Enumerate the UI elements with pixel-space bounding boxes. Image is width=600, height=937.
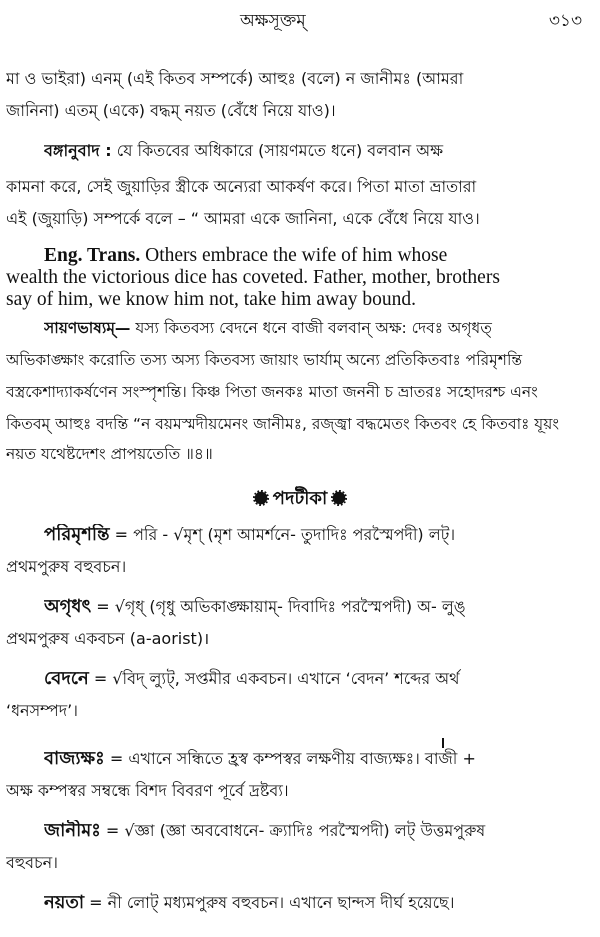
note-term: বাজ্যক্ষঃ <box>44 748 105 769</box>
accent-mark <box>442 738 444 748</box>
text-line: এই (জুয়াড়ি) সম্পর্কে বলে – “ আমরা একে জানিনা, একে বেঁধে নিয়ে যাও। <box>6 209 480 228</box>
sayana-label: সায়ণভাষ্যম্— <box>44 319 131 337</box>
english-translation-text: Others embrace the wife of him whose <box>140 245 448 266</box>
text-line: কামনা করে, সেই জুয়াড়ির স্ত্রীকে অন্যেরা আকর্ষণ করে। পিতা মাতা ভ্রাতারা <box>6 177 477 196</box>
page-number: ৩১৩ <box>548 11 582 31</box>
flower-ornament-icon <box>331 490 347 506</box>
english-translation-line <box>44 244 594 267</box>
page-header <box>0 6 600 36</box>
note-line <box>44 596 594 618</box>
english-text-line: wealth the victorious dice has coveted. Father, mother, brothers <box>6 267 500 288</box>
english-text-line: say of him, we know him not, take him away bound. <box>6 289 416 310</box>
flower-ornament-icon <box>253 490 269 506</box>
note-continuation: বহুবচন। <box>6 853 58 872</box>
note-term: নয়তা <box>44 892 85 913</box>
note-line <box>44 820 594 842</box>
running-title: অক্ষসূক্তম্ <box>240 11 306 31</box>
note-term: পরিমৃশন্তি <box>44 524 110 545</box>
note-text: = নী লোট্ মধ্যমপুরুষ বহুবচন। এখানে ছান্দস দীর্ঘ হয়েছে। <box>84 893 455 912</box>
note-term: অগৃধৎ <box>44 596 92 617</box>
bengali-translation-line <box>44 140 594 162</box>
note-line <box>44 892 594 914</box>
note-text: = √গৃধ্ (গৃধু অভিকাঙ্ক্ষায়াম্- দিবাদিঃ পরস্মৈপদী) অ- লুঙ্ <box>91 597 466 616</box>
note-text: = এখানে সন্ধিতে হ্রস্ব কম্পস্বর লক্ষণীয় বাজ্যক্ষঃ। বাজী + <box>104 749 476 768</box>
note-text: = √বিদ্ ল্যুট্, সপ্তমীর একবচন। এখানে ‘বেদন’ শব্দের অর্থ <box>88 669 460 688</box>
note-line <box>44 668 594 690</box>
sayana-commentary-line <box>44 317 594 339</box>
note-line <box>44 524 594 546</box>
note-continuation: অক্ষ কম্পস্বর সম্বন্ধে বিশদ বিবরণ পূর্বে দ্রষ্টব্য। <box>6 781 289 800</box>
text-line: জানিনা) এতম্ (একে) বদ্ধম্ নয়ত (বেঁধে নিয়ে যাও)। <box>6 101 336 120</box>
note-line <box>44 748 594 770</box>
sayana-text: যস্য কিতবস্য বেদনে ধনে বাজী বলবান্ অক্ষ: দেবঃ অগৃধত্ <box>130 319 492 337</box>
section-heading-text: পদটীকা <box>272 488 328 509</box>
note-continuation: ‘ধনসম্পদ’। <box>6 701 78 720</box>
sanskrit-text-line: নয়ত যথেষ্টদেশং প্রাপয়তেতি ॥৪॥ <box>6 445 213 463</box>
note-continuation: প্রথমপুরুষ বহুবচন। <box>6 557 127 576</box>
text-line: মা ও ভাইরা) এনম্ (এই কিতব সম্পর্কে) আহুঃ (বলে) ন জানীমঃ (আমরা <box>6 69 464 88</box>
note-text: = পরি - √মৃশ্ (মৃশ আমর্শনে- তুদাদিঃ পরস্মৈপদী) লট্। <box>109 525 456 544</box>
section-heading <box>0 484 600 515</box>
note-term: বেদনে <box>44 668 89 689</box>
note-term: জানীমঃ <box>44 820 101 841</box>
bengali-translation-label: বঙ্গানুবাদ : <box>44 141 112 160</box>
bengali-translation-text: যে কিতবের অধিকারে (সায়ণমতে ধনে) বলবান অক্ষ <box>111 141 444 160</box>
note-text: = √জ্ঞা (জ্ঞা অববোধনে- ক্র্যাদিঃ পরস্মৈপদী) লট্ উত্তমপুরুষ <box>100 821 486 840</box>
english-translation-label: Eng. Trans. <box>44 245 141 266</box>
sanskrit-text-line: অভিকাঙ্ক্ষাং করোতি তস্য অস্য কিতবস্য জায়াং ভার্যাম্ অন্যে প্রতিকিতবাঃ পরিমৃশন্তি <box>6 351 523 369</box>
sanskrit-text-line: বস্ত্রকেশাদ্যাকর্ষণেন সংস্পৃশন্তি। কিঞ্চ পিতা জনকঃ মাতা জননী চ ভ্রাতরঃ সহোদরশ্চ এনং <box>6 383 538 401</box>
note-continuation: প্রথমপুরুষ একবচন (a-aorist)। <box>6 629 210 648</box>
sanskrit-text-line: কিতবম্ আহুঃ বদন্তি “ন বয়মস্মদীয়মেনং জানীমঃ, রজ্জ্বা বদ্ধমেতং কিতবং হে কিতবাঃ যূয়ং <box>6 415 560 433</box>
